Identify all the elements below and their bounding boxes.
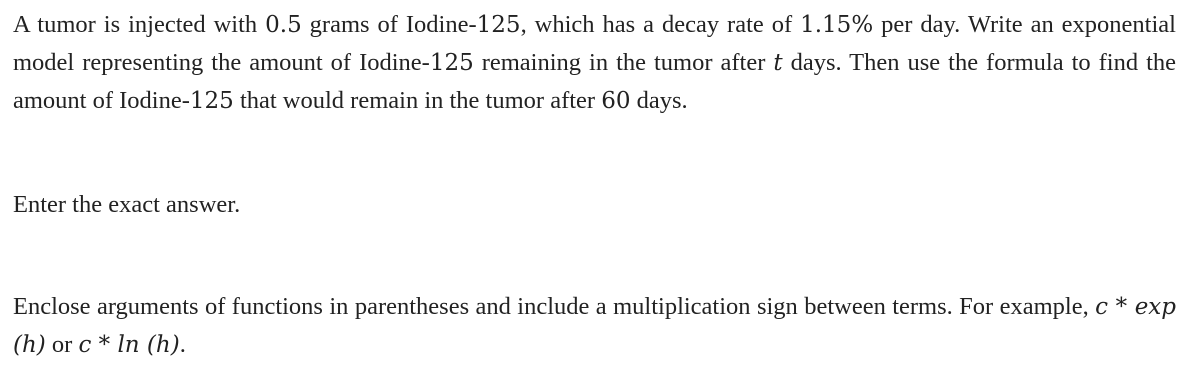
problem-text-4: per day. Write an exponential model representing the amount of Iodine- (13, 11, 1176, 76)
days-value: 60 (601, 88, 631, 114)
problem-text-5: remaining in the tumor after (473, 49, 774, 76)
problem-text-1: A tumor is injected with (13, 11, 266, 38)
problem-text-7: that would remain in the tumor after (233, 87, 602, 114)
answer-instruction: Enter the exact answer. (13, 191, 241, 218)
isotope-number: 125 (189, 88, 234, 114)
problem-text-3: , which has a decay rate of (520, 11, 801, 38)
problem-text-6: days. Then use the formula to find the amount of Iodine- (13, 49, 1177, 114)
isotope-number: 125 (429, 50, 474, 76)
hint-text: Enclose arguments of functions in parentheses and include a multiplication sign between terms. For example, (13, 293, 1096, 320)
initial-mass-value: 0.5 (265, 12, 302, 38)
problem-text-8: days. (630, 87, 688, 114)
hint-end: . (179, 331, 186, 358)
hint-or: or (45, 331, 79, 358)
format-hint (13, 288, 1176, 364)
problem-statement (13, 6, 1176, 120)
isotope-number: 125 (476, 12, 521, 38)
problem-text-2: grams of Iodine- (301, 11, 477, 38)
example-ln: c * ln (h) (78, 332, 180, 358)
example-exp: c * exp (h) (13, 294, 1177, 358)
time-variable: t (773, 50, 783, 76)
decay-rate-value: 1.15% (800, 12, 874, 38)
